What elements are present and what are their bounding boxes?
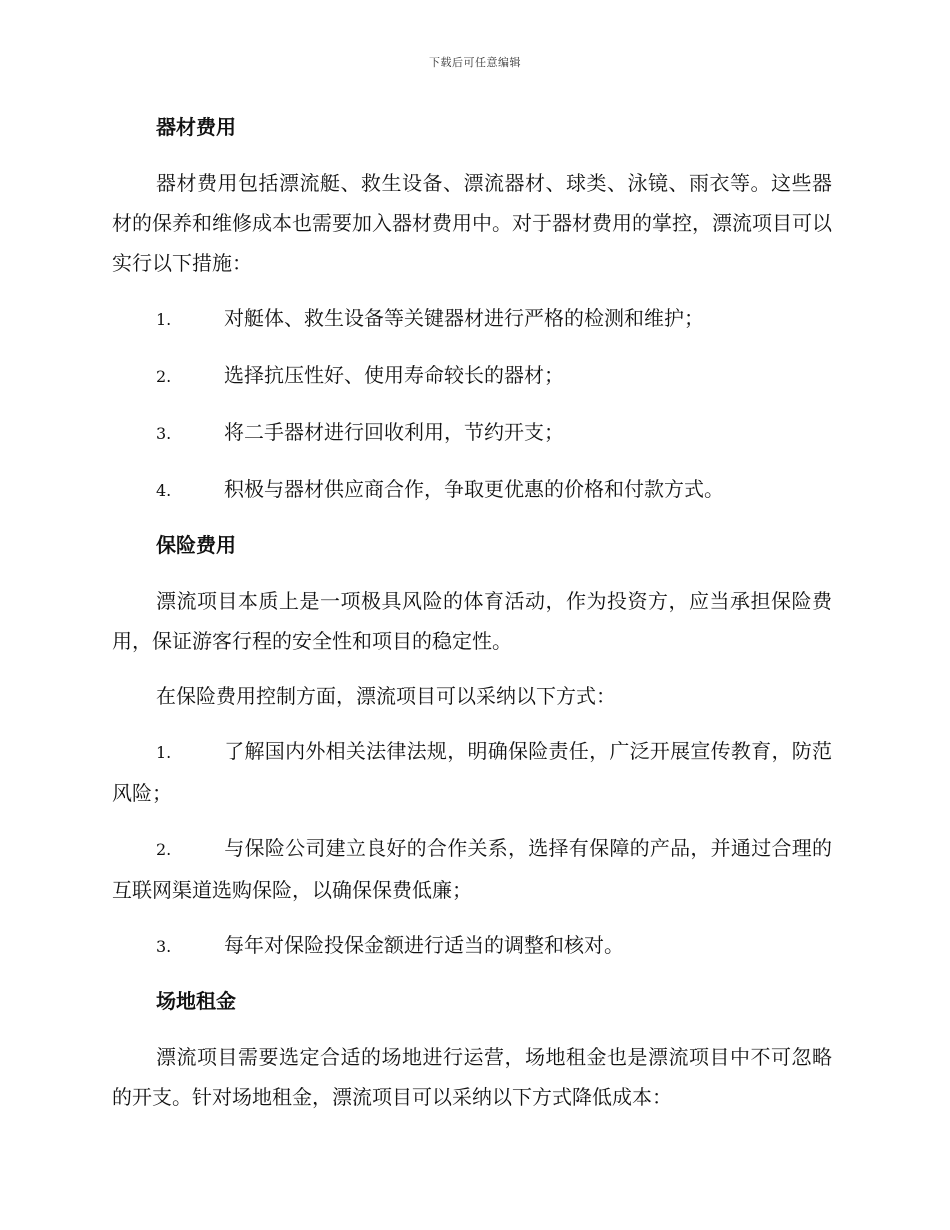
list-number: 2.	[156, 840, 172, 859]
list-item	[112, 412, 832, 454]
list-item	[112, 925, 832, 967]
list-number: 1.	[156, 310, 172, 329]
list-item-text: 与保险公司建立良好的合作关系，选择有保障的产品，并通过合理的互联网渠道选购保险，以确保保费低廉；	[112, 836, 832, 902]
paragraph: 漂流项目本质上是一项极具风险的体育活动，作为投资方，应当承担保险费用，保证游客行程的安全性和项目的稳定性。	[112, 589, 832, 653]
list-number: 3.	[156, 937, 172, 956]
list-item	[112, 731, 832, 813]
list-number: 1.	[156, 743, 172, 762]
paragraph: 漂流项目需要选定合适的场地进行运营，场地租金也是漂流项目中不可忽略的开支。针对场地租金，漂流项目可以采纳以下方式降低成本：	[112, 1045, 832, 1109]
section-heading: 场地租金	[156, 989, 236, 1013]
list-item	[112, 828, 832, 910]
list-item	[112, 469, 832, 511]
page-header: 下载后可任意编辑	[429, 56, 521, 69]
section-insurance-cost	[112, 526, 832, 967]
numbered-list	[112, 298, 832, 511]
list-item-text: 将二手器材进行回收利用，节约开支；	[224, 420, 564, 444]
list-item	[112, 298, 832, 340]
list-item-text: 积极与器材供应商合作，争取更优惠的价格和付款方式。	[224, 477, 724, 501]
list-item-text: 每年对保险投保金额进行适当的调整和核对。	[224, 933, 624, 957]
list-item-text: 对艇体、救生设备等关键器材进行严格的检测和维护；	[224, 306, 704, 330]
list-item-text: 选择抗压性好、使用寿命较长的器材；	[224, 363, 564, 387]
list-item	[112, 355, 832, 397]
document-body	[112, 108, 832, 1132]
paragraph: 在保险费用控制方面，漂流项目可以采纳以下方式：	[156, 684, 616, 708]
section-heading: 器材费用	[156, 115, 236, 139]
list-number: 2.	[156, 367, 172, 386]
paragraph: 器材费用包括漂流艇、救生设备、漂流器材、球类、泳镜、雨衣等。这些器材的保养和维修成本也需要加入器材费用中。对于器材费用的掌控，漂流项目可以实行以下措施：	[112, 171, 832, 275]
list-number: 3.	[156, 424, 172, 443]
section-heading: 保险费用	[156, 533, 236, 557]
list-number: 4.	[156, 481, 172, 500]
numbered-list	[112, 731, 832, 967]
section-venue-rent	[112, 982, 832, 1117]
section-equipment-cost	[112, 108, 832, 511]
list-item-text: 了解国内外相关法律法规，明确保险责任，广泛开展宣传教育，防范风险；	[112, 739, 832, 805]
